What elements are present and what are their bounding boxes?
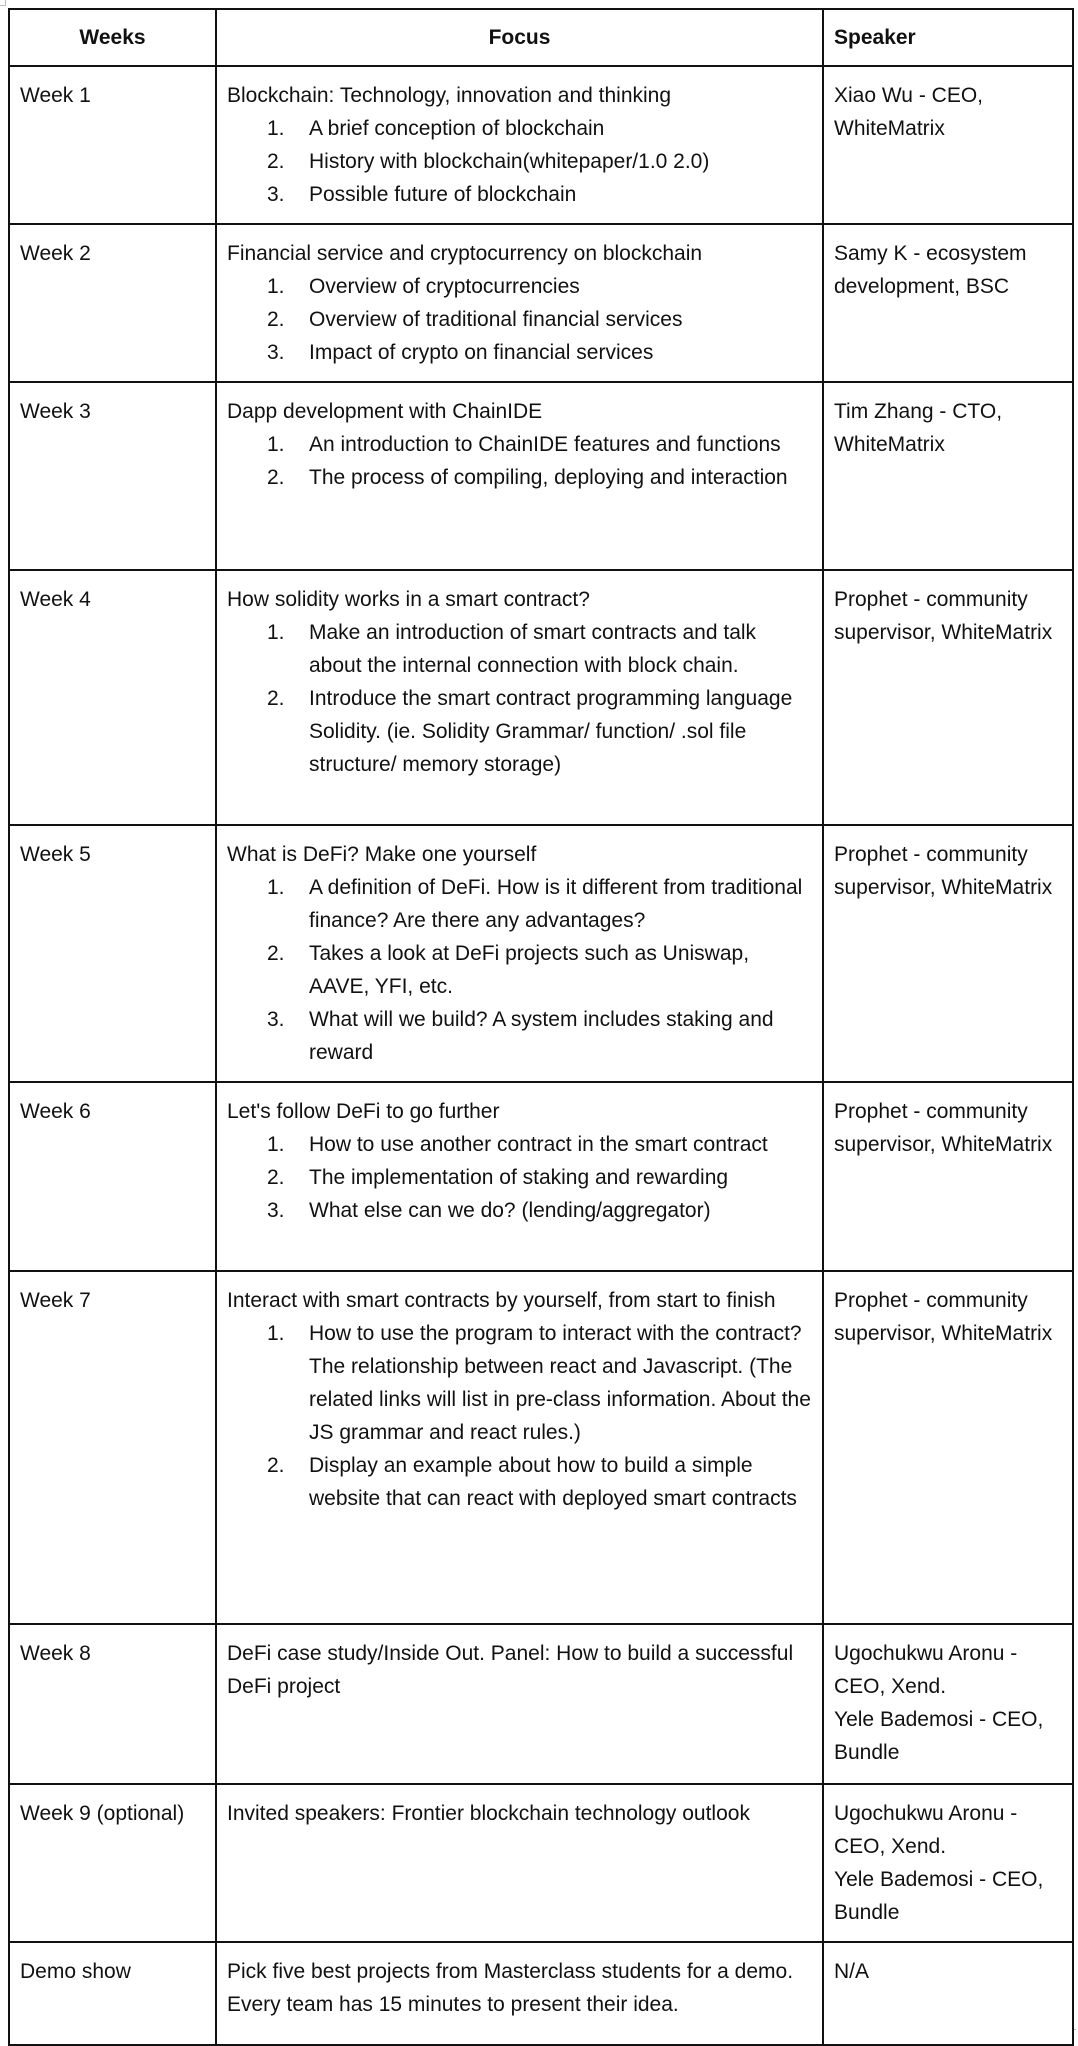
table-row	[9, 570, 1073, 825]
focus-title: Let's follow DeFi to go further	[227, 1100, 500, 1123]
list-item-text: Takes a look at DeFi projects such as Uniswap, AAVE, YFI, etc.	[309, 942, 750, 998]
list-item	[227, 1128, 812, 1161]
focus-cell	[216, 1784, 823, 1942]
week-cell: Week 6	[9, 1082, 216, 1271]
focus-topic-list	[227, 1128, 812, 1227]
list-item-text: A definition of DeFi. How is it different from traditional finance? Are there any advantages?	[309, 876, 803, 932]
speaker-name: Samy K - ecosystem development, BSC	[834, 242, 1027, 298]
focus-title: Interact with smart contracts by yourself, from start to finish	[227, 1289, 776, 1312]
list-item-number: 2.	[267, 942, 285, 965]
list-item-text: Make an introduction of smart contracts and talk about the internal connection with block chain.	[309, 621, 757, 677]
week-cell: Week 1	[9, 66, 216, 224]
table-row	[9, 382, 1073, 570]
speaker-name: Prophet - community supervisor, WhiteMatrix	[834, 843, 1053, 899]
speaker-name: Prophet - community supervisor, WhiteMatrix	[834, 588, 1053, 644]
speaker-cell	[823, 224, 1073, 382]
list-item	[227, 682, 812, 781]
header-speaker: Speaker	[823, 9, 1073, 66]
week-cell: Week 7	[9, 1271, 216, 1624]
list-item	[227, 428, 812, 461]
table-row	[9, 1271, 1073, 1624]
list-item-number: 2.	[267, 466, 285, 489]
list-item	[227, 270, 812, 303]
list-item-text: History with blockchain(whitepaper/1.0 2.0)	[309, 150, 710, 173]
focus-cell	[216, 224, 823, 382]
list-item	[227, 1317, 812, 1449]
focus-title: DeFi case study/Inside Out. Panel: How to build a successful DeFi project	[227, 1642, 794, 1698]
list-item-number: 3.	[267, 341, 285, 364]
list-item-text: How to use the program to interact with the contract? The relationship between react and Javascript. (The related links will list in pre-class information. About the JS grammar and react rules.)	[309, 1322, 811, 1444]
list-item	[227, 937, 812, 1003]
speaker-cell	[823, 382, 1073, 570]
week-cell: Week 2	[9, 224, 216, 382]
speaker-name: Ugochukwu Aronu - CEO, Xend.	[834, 1802, 1018, 1858]
speaker-cell	[823, 1624, 1073, 1784]
list-item-text: Overview of cryptocurrencies	[309, 275, 580, 298]
table-row	[9, 1942, 1073, 2045]
focus-title: How solidity works in a smart contract?	[227, 588, 590, 611]
header-row	[9, 9, 1073, 66]
focus-title: Financial service and cryptocurrency on blockchain	[227, 242, 703, 265]
focus-title: Invited speakers: Frontier blockchain technology outlook	[227, 1802, 750, 1825]
corner-crop-mark	[0, 0, 6, 6]
list-item-text: Possible future of blockchain	[309, 183, 577, 206]
list-item-number: 1.	[267, 433, 285, 456]
list-item-text: Display an example about how to build a simple website that can react with deployed smart contracts	[309, 1454, 797, 1510]
list-item-number: 3.	[267, 1008, 285, 1031]
week-cell: Week 3	[9, 382, 216, 570]
speaker-cell	[823, 1784, 1073, 1942]
list-item	[227, 616, 812, 682]
focus-topic-list	[227, 1317, 812, 1515]
list-item-number: 3.	[267, 1199, 285, 1222]
list-item-text: What else can we do? (lending/aggregator)	[309, 1199, 711, 1222]
speaker-cell	[823, 1271, 1073, 1624]
header-focus: Focus	[216, 9, 823, 66]
focus-cell	[216, 570, 823, 825]
table-row	[9, 66, 1073, 224]
focus-cell	[216, 1271, 823, 1624]
focus-cell	[216, 1624, 823, 1784]
speaker-name: Yele Bademosi - CEO, Bundle	[834, 1868, 1044, 1924]
list-item	[227, 1194, 812, 1227]
list-item	[227, 1161, 812, 1194]
week-cell: Week 8	[9, 1624, 216, 1784]
focus-cell	[216, 1082, 823, 1271]
list-item-number: 1.	[267, 876, 285, 899]
list-item	[227, 145, 812, 178]
speaker-cell	[823, 1082, 1073, 1271]
table-row	[9, 825, 1073, 1082]
list-item	[227, 336, 812, 369]
list-item-number: 2.	[267, 150, 285, 173]
table-row	[9, 1624, 1073, 1784]
list-item-text: What will we build? A system includes staking and reward	[309, 1008, 774, 1064]
list-item-number: 1.	[267, 621, 285, 644]
list-item-text: Impact of crypto on financial services	[309, 341, 654, 364]
speaker-cell	[823, 66, 1073, 224]
list-item-text: An introduction to ChainIDE features and functions	[309, 433, 781, 456]
list-item-number: 1.	[267, 1133, 285, 1156]
week-cell: Week 5	[9, 825, 216, 1082]
speaker-name: Xiao Wu - CEO, WhiteMatrix	[834, 84, 983, 140]
focus-cell	[216, 1942, 823, 2045]
focus-topic-list	[227, 270, 812, 369]
list-item-number: 2.	[267, 308, 285, 331]
list-item-number: 3.	[267, 183, 285, 206]
list-item	[227, 178, 812, 211]
list-item	[227, 1003, 812, 1069]
header-weeks: Weeks	[9, 9, 216, 66]
speaker-name: Prophet - community supervisor, WhiteMatrix	[834, 1100, 1053, 1156]
week-cell: Week 4	[9, 570, 216, 825]
speaker-cell	[823, 825, 1073, 1082]
table-row	[9, 1784, 1073, 1942]
list-item-text: Introduce the smart contract programming language Solidity. (ie. Solidity Grammar/ function/ .sol file structure/ memory storage)	[309, 687, 793, 776]
speaker-cell	[823, 570, 1073, 825]
list-item-number: 1.	[267, 117, 285, 140]
course-schedule-table	[8, 8, 1074, 2046]
focus-topic-list	[227, 428, 812, 494]
focus-title: Pick five best projects from Masterclass students for a demo. Every team has 15 minutes to present their idea.	[227, 1960, 794, 2016]
list-item-text: The process of compiling, deploying and interaction	[309, 466, 788, 489]
list-item	[227, 303, 812, 336]
list-item	[227, 112, 812, 145]
list-item-text: A brief conception of blockchain	[309, 117, 605, 140]
focus-title: Blockchain: Technology, innovation and thinking	[227, 84, 672, 107]
table-row	[9, 1082, 1073, 1271]
speaker-cell	[823, 1942, 1073, 2045]
focus-topic-list	[227, 871, 812, 1069]
speaker-name: Yele Bademosi - CEO, Bundle	[834, 1708, 1044, 1764]
list-item	[227, 1449, 812, 1515]
speaker-name: Tim Zhang - CTO, WhiteMatrix	[834, 400, 1003, 456]
focus-cell	[216, 825, 823, 1082]
focus-cell	[216, 382, 823, 570]
focus-title: What is DeFi? Make one yourself	[227, 843, 537, 866]
list-item-text: Overview of traditional financial services	[309, 308, 683, 331]
speaker-name: Ugochukwu Aronu - CEO, Xend.	[834, 1642, 1018, 1698]
list-item	[227, 461, 812, 494]
week-cell: Week 9 (optional)	[9, 1784, 216, 1942]
week-cell: Demo show	[9, 1942, 216, 2045]
list-item-text: The implementation of staking and rewarding	[309, 1166, 729, 1189]
focus-title: Dapp development with ChainIDE	[227, 400, 543, 423]
focus-topic-list	[227, 112, 812, 211]
list-item-text: How to use another contract in the smart contract	[309, 1133, 768, 1156]
focus-topic-list	[227, 616, 812, 781]
speaker-name: Prophet - community supervisor, WhiteMatrix	[834, 1289, 1053, 1345]
speaker-name: N/A	[834, 1960, 870, 1983]
list-item-number: 2.	[267, 1454, 285, 1477]
list-item-number: 2.	[267, 1166, 285, 1189]
list-item-number: 1.	[267, 275, 285, 298]
table-row	[9, 224, 1073, 382]
list-item-number: 1.	[267, 1322, 285, 1345]
focus-cell	[216, 66, 823, 224]
list-item-number: 2.	[267, 687, 285, 710]
list-item	[227, 871, 812, 937]
